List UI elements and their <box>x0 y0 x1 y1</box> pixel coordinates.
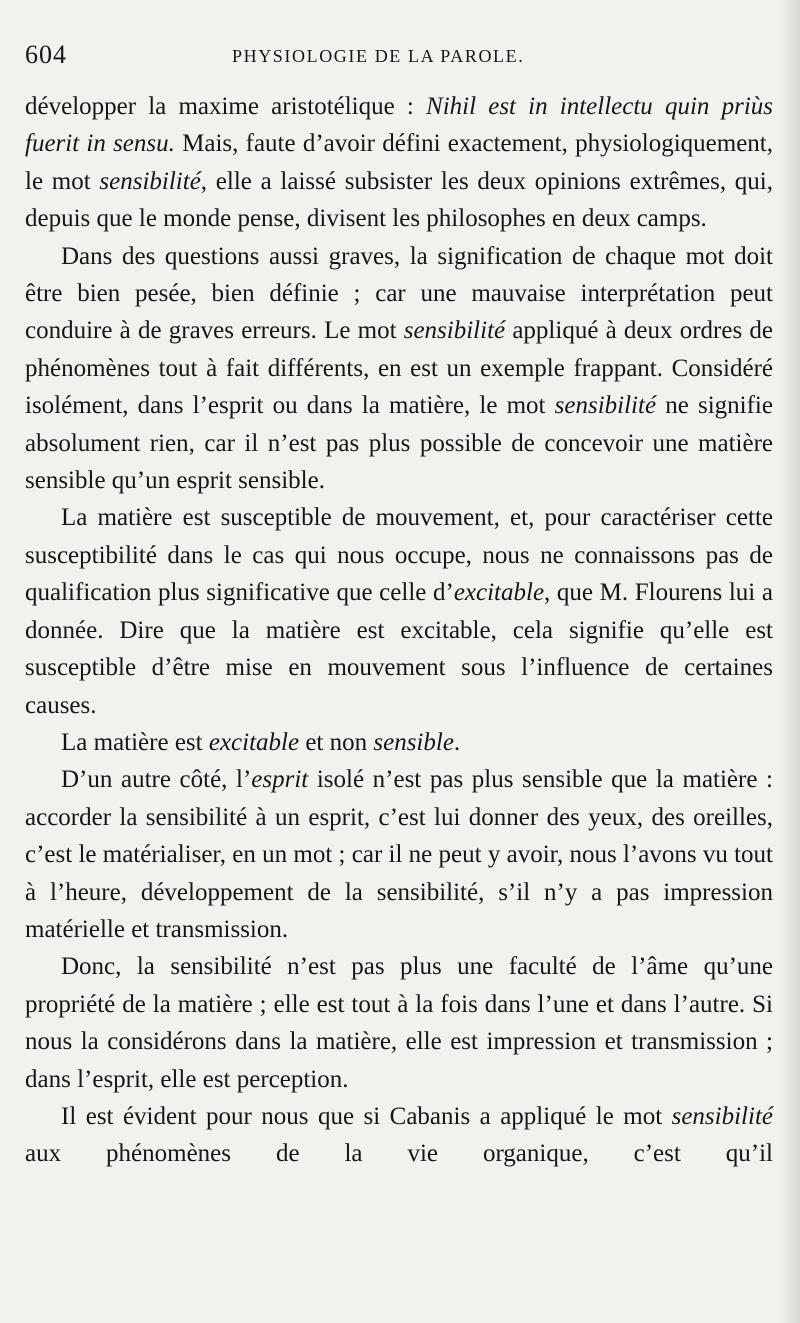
page-number: 604 <box>25 40 67 69</box>
text-segment: et non <box>299 728 374 756</box>
paragraph-4 <box>25 724 773 761</box>
paragraph-2 <box>25 238 773 500</box>
italic-term: sensible <box>373 728 454 756</box>
paragraph-3 <box>25 499 773 723</box>
italic-term: excitable <box>453 579 545 607</box>
body-text <box>25 88 773 1173</box>
text-segment: . <box>453 728 461 756</box>
text-segment: , que M. Flourens lui a donnée. Dire que la matière est excitable, cela signifie qu’elle est susceptible d’être mise en mouvement sous l’influence de certaines causes. <box>25 579 773 719</box>
text-segment: Il est évident pour nous que si Cabanis a appliqué le mot <box>61 1102 672 1130</box>
italic-term: excitable <box>208 728 300 756</box>
text-segment: D’un autre côté, l’ <box>61 766 252 794</box>
italic-term: sensibilité <box>554 392 657 420</box>
italic-term: sensibilité <box>671 1102 773 1130</box>
text-segment: La matière est susceptible de mouvement, et, pour caractériser cette susceptibilité dans le cas qui nous occupe, nous ne connaissons pas de qualification plus significative que celle d’ <box>25 504 773 607</box>
text-segment: Mais, faute d’avoir défini exactement, physiologiquement, le mot <box>25 130 773 195</box>
text-segment: ne signifie absolument rien, car il n’est pas plus possible de concevoir une matière sensible qu’un esprit sensible. <box>25 392 773 495</box>
paragraph-5 <box>25 761 773 948</box>
text-segment: isolé n’est pas plus sensible que la matière : accorder la sensibilité à un esprit, c’est lui donner des yeux, des oreilles, c’est le matérialiser, en un mot ; car il ne peut y avoir, nous l’avons vu tout à l’heure, développement de la sensibilité, s’il n’y a pas impression matérielle et transmission. <box>25 766 773 943</box>
paragraph-7 <box>25 1098 773 1173</box>
text-segment: , elle a laissé subsister les deux opinions extrêmes, qui, depuis que le monde pense, divisent les philosophes en deux camps. <box>25 167 774 233</box>
page-header <box>25 40 785 74</box>
italic-term: esprit <box>251 766 309 794</box>
text-segment: Donc, la sensibilité n’est pas plus une faculté de l’âme qu’une propriété de la matière ; elle est tout à la fois dans l’une et dans l’autre. Si nous la considérons dans la matière, elle est impression et transmission ; dans l’esprit, elle est perception. <box>25 953 773 1093</box>
italic-term: sensibilité <box>403 317 506 345</box>
text-segment: aux phénomènes de la vie organique, c’est qu’il <box>25 1140 773 1168</box>
text-segment: appliqué à deux ordres de phénomènes tout à fait différents, en est un exemple frappant. Considéré isolément, dans l’esprit ou dans la matière, le mot <box>25 317 773 420</box>
paragraph-6 <box>25 948 773 1098</box>
running-head: PHYSIOLOGIE DE LA PAROLE. <box>232 46 525 66</box>
paragraph-1 <box>25 88 773 238</box>
text-segment: Dans des questions aussi graves, la signification de chaque mot doit être bien pesée, bien définie ; car une mauvaise interprétation peut conduire à de graves erreurs. Le mot <box>25 242 773 345</box>
latin-quote: Nihil est in intellectu quin priùs fuerit in sensu. <box>25 93 773 158</box>
text-segment: La matière est <box>61 728 209 756</box>
text-segment: développer la maxime aristotélique : <box>25 93 427 120</box>
italic-term: sensibilité <box>99 167 201 195</box>
